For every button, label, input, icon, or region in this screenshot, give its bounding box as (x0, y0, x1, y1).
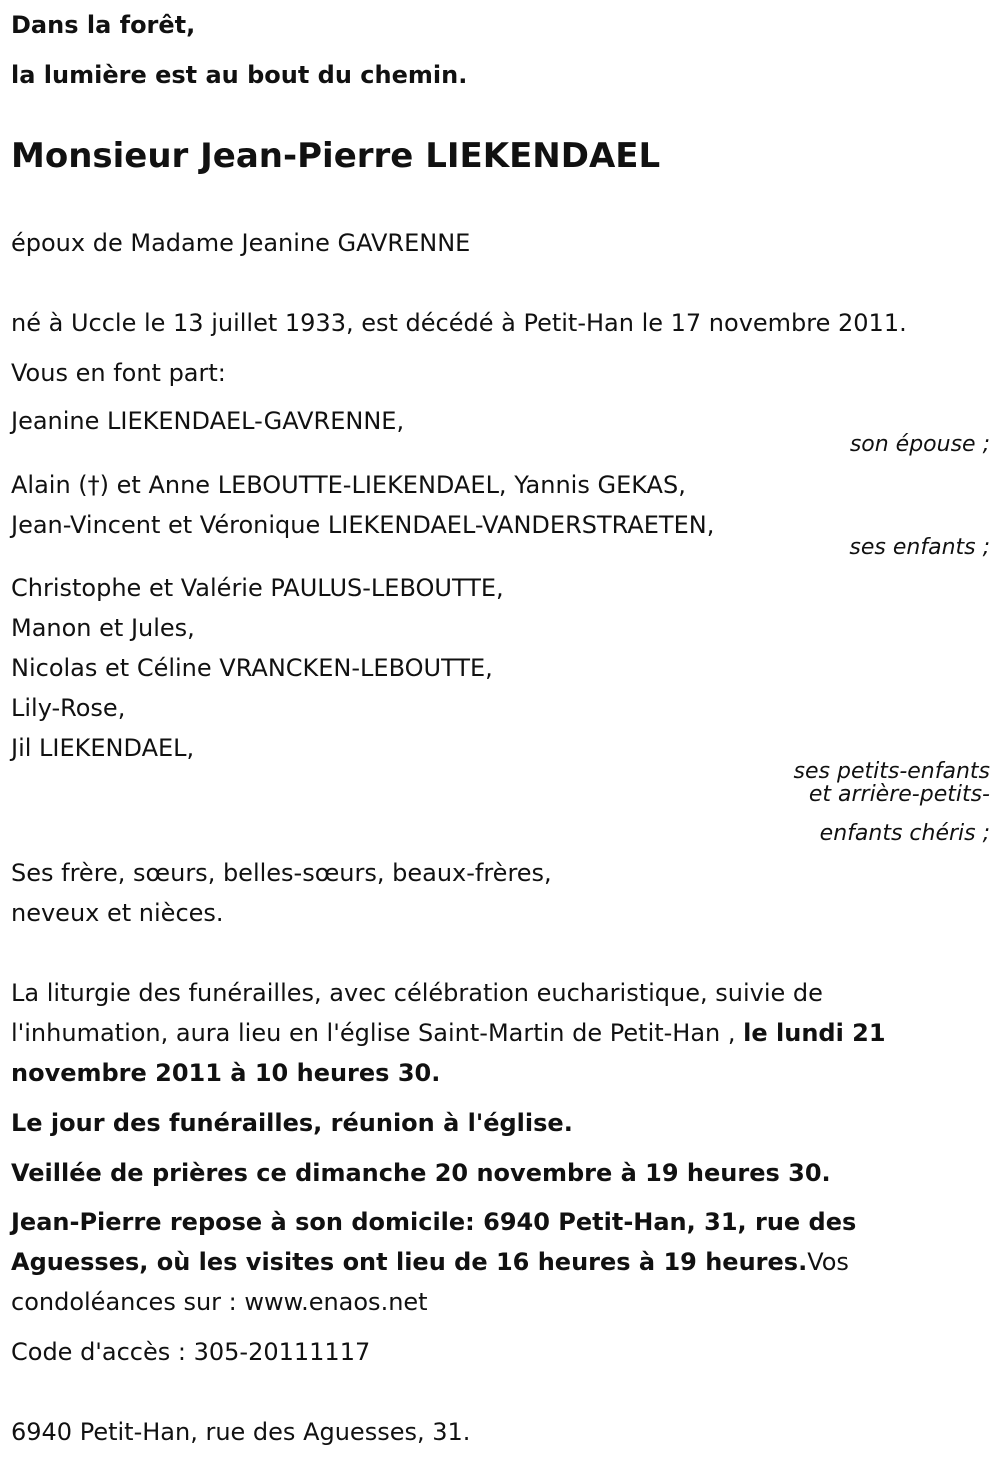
siblings-line: Ses frère, sœurs, belles-sœurs, beaux-frères, (11, 859, 552, 887)
announcement-intro: Vous en font part: (11, 359, 226, 387)
deceased-name: Monsieur Jean-Pierre LIEKENDAEL (11, 136, 661, 176)
child-line: Alain (†) et Anne LEBOUTTE-LIEKENDAEL, Yannis GEKAS, (11, 471, 686, 499)
liturgy-line-1: La liturgie des funérailles, avec célébration eucharistique, suivie de (11, 979, 823, 1007)
grandchild-line: Jil LIEKENDAEL, (11, 734, 195, 762)
grandchildren-relation-line-3: enfants chéris ; (819, 821, 990, 846)
rest-line-2 (11, 1247, 849, 1277)
condolences-start: Vos (807, 1248, 849, 1276)
liturgy-line-2-text: l'inhumation, aura lieu en l'église Saint-Martin de Petit-Han , (11, 1019, 744, 1047)
rest-line-1: Jean-Pierre repose à son domicile: 6940 Petit-Han, 31, rue des (11, 1208, 857, 1236)
funeral-date-part-1: le lundi 21 (743, 1019, 886, 1047)
grandchild-line: Nicolas et Céline VRANCKEN-LEBOUTTE, (11, 654, 493, 682)
grandchild-line: Lily-Rose, (11, 694, 126, 722)
birth-death-line: né à Uccle le 13 juillet 1933, est décédé à Petit-Han le 17 novembre 2011. (11, 309, 907, 337)
grandchild-line: Manon et Jules, (11, 614, 195, 642)
visiting-hours: Aguesses, où les visites ont lieu de 16 heures à 19 heures. (11, 1248, 808, 1276)
grandchildren-relation-line-1: ses petits-enfants (793, 759, 990, 784)
grandchildren-relation-line-2: et arrière-petits- (808, 782, 990, 807)
access-code: Code d'accès : 305-20111117 (11, 1338, 371, 1366)
liturgy-line-2 (11, 1018, 886, 1048)
spouse-name: Jeanine LIEKENDAEL-GAVRENNE, (11, 407, 405, 435)
funeral-date-part-2: novembre 2011 à 10 heures 30. (11, 1059, 441, 1087)
spouse-relation: son épouse ; (849, 432, 990, 457)
epigraph-line-1: Dans la forêt, (11, 11, 196, 39)
epigraph-line-2: la lumière est au bout du chemin. (11, 61, 468, 89)
grandchild-line: Christophe et Valérie PAULUS-LEBOUTTE, (11, 574, 504, 602)
condolences-line: condoléances sur : www.enaos.net (11, 1288, 428, 1316)
vigil-line: Veillée de prières ce dimanche 20 novembre à 19 heures 30. (11, 1159, 831, 1187)
spouse-line: époux de Madame Jeanine GAVRENNE (11, 229, 471, 257)
children-relation: ses enfants ; (849, 535, 990, 560)
siblings-line: neveux et nièces. (11, 899, 224, 927)
address-line: 6940 Petit-Han, rue des Aguesses, 31. (11, 1418, 471, 1446)
gathering-line: Le jour des funérailles, réunion à l'église. (11, 1109, 573, 1137)
child-line: Jean-Vincent et Véronique LIEKENDAEL-VANDERSTRAETEN, (11, 511, 715, 539)
